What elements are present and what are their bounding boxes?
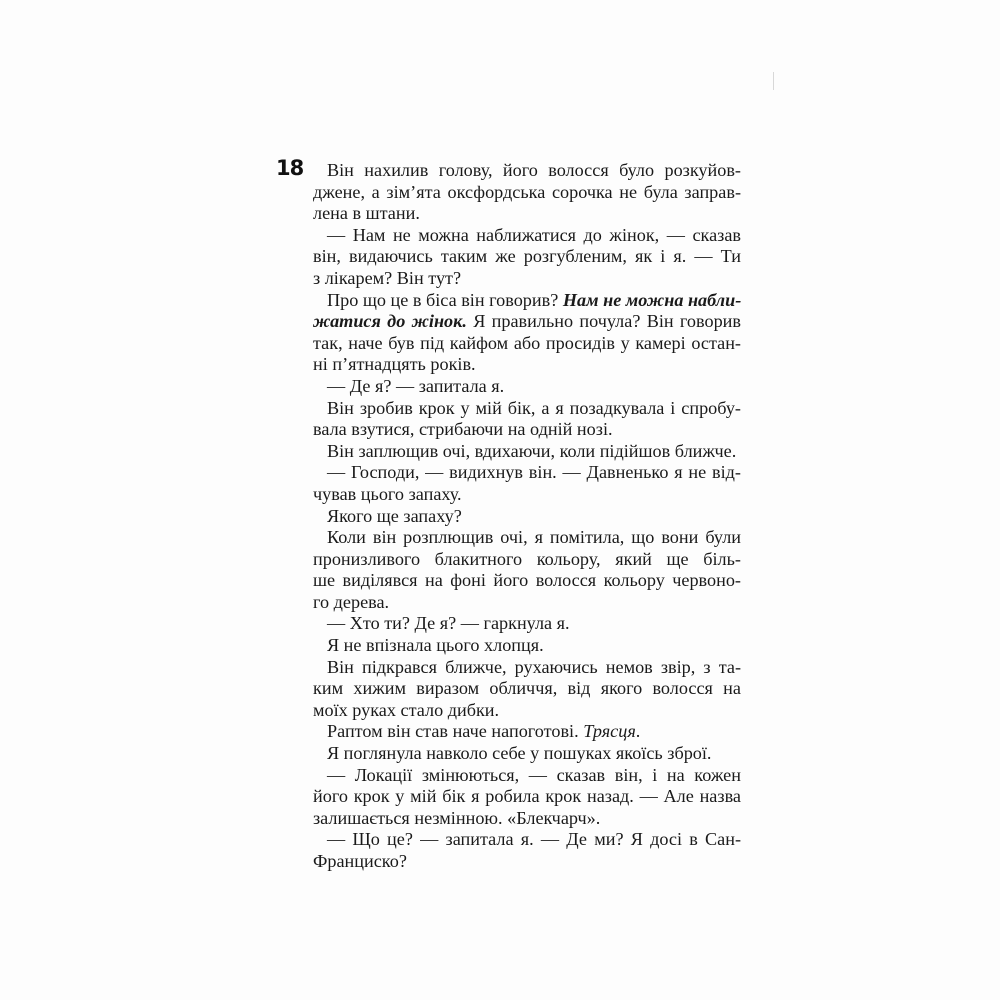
- paragraph: [313, 441, 741, 463]
- text-run: Коли він розплющив очі, я помітила, що вони були: [327, 527, 741, 548]
- text-run: Він підкрався ближче, рухаючись немов звір, з та-: [327, 656, 741, 677]
- text-line: [313, 376, 741, 398]
- paragraph: [313, 657, 741, 722]
- paragraph: [313, 527, 741, 613]
- text-line: [313, 549, 741, 571]
- text-run: — Хто ти? Де я? — гаркнула я.: [327, 613, 570, 634]
- body-text: [313, 160, 741, 873]
- text-run: .: [635, 721, 641, 742]
- text-run: Якого ще запаху?: [327, 505, 462, 526]
- text-line: [313, 225, 741, 247]
- text-line: [313, 311, 741, 333]
- text-line: [313, 613, 741, 635]
- text-line: [313, 678, 741, 700]
- text-run: ким хижим виразом обличчя, від якого волосся на: [313, 678, 741, 699]
- text-line: [313, 592, 741, 614]
- text-run: він, видаючись таким же розгубленим, як і я. — Ти: [313, 246, 741, 267]
- text-run: Я не впізнала цього хлопця.: [327, 635, 544, 656]
- text-line: [313, 203, 741, 225]
- text-line: [313, 829, 741, 851]
- paragraph: [313, 290, 741, 376]
- text-run: з лікарем? Він тут?: [313, 267, 462, 288]
- text-run: — Що це? — запитала я. — Де ми? Я досі в Сан-: [327, 829, 741, 850]
- text-line: [313, 570, 741, 592]
- text-line: [313, 506, 741, 528]
- text-run: лена в штани.: [313, 203, 420, 224]
- text-line: [313, 743, 741, 765]
- paragraph: [313, 829, 741, 872]
- text-run: ні п’ятнадцять років.: [313, 354, 476, 375]
- paragraph: [313, 225, 741, 290]
- text-line: [313, 398, 741, 420]
- text-run: го дерева.: [313, 591, 390, 612]
- text-run: джене, а зім’ята оксфордська сорочка не була заправ-: [313, 181, 741, 202]
- text-run: чував цього запаху.: [313, 483, 462, 504]
- text-line: [313, 527, 741, 549]
- text-line: [313, 808, 741, 830]
- text-line: [313, 700, 741, 722]
- page-number: 18: [276, 156, 304, 180]
- text-run: ше виділявся на фоні його волосся кольору червоно-: [313, 570, 741, 591]
- text-run: залишається незмінною. «Блекчарч».: [313, 807, 601, 828]
- text-run: його крок у мій бік я робила крок назад. — Але назва: [313, 786, 741, 807]
- text-run: — Де я? — запитала я.: [327, 375, 505, 396]
- text-line: [313, 268, 741, 290]
- text-run: жатися до жінок.: [313, 311, 467, 332]
- paragraph: [313, 376, 741, 398]
- text-run: Франциско?: [313, 851, 407, 871]
- text-line: [313, 657, 741, 679]
- paragraph: [313, 743, 741, 765]
- text-line: [313, 786, 741, 808]
- text-run: пронизливого блакитного кольору, який ще біль-: [313, 548, 741, 569]
- margin-mark: [773, 72, 774, 90]
- text-run: Раптом він став наче напоготові.: [327, 721, 584, 742]
- paragraph: [313, 462, 741, 505]
- text-line: [313, 484, 741, 506]
- text-run: — Локації змінюються, — сказав він, і на кожен: [327, 764, 741, 785]
- text-line: [313, 721, 741, 743]
- text-run: Він нахилив голову, його волосся було розкуйов-: [327, 160, 741, 180]
- text-run: — Нам не можна наближатися до жінок, — сказав: [327, 224, 741, 245]
- text-line: [313, 290, 741, 312]
- paragraph: [313, 160, 741, 225]
- text-line: [313, 160, 741, 182]
- paragraph: [313, 635, 741, 657]
- text-run: так, наче був під кайфом або просидів у камері остан-: [313, 332, 741, 353]
- paragraph: [313, 506, 741, 528]
- text-line: [313, 419, 741, 441]
- text-line: [313, 246, 741, 268]
- text-run: Трясця: [583, 721, 636, 742]
- text-line: [313, 851, 741, 873]
- text-run: моїх руках стало дибки.: [313, 699, 500, 720]
- text-run: Він заплющив очі, вдихаючи, коли підійшов ближче.: [327, 440, 737, 461]
- text-run: Я поглянула навколо себе у пошуках якоїсь зброї.: [327, 743, 712, 764]
- text-run: Він зробив крок у мій бік, а я позадкувала і спробу-: [327, 397, 741, 418]
- text-line: [313, 765, 741, 787]
- paragraph: [313, 765, 741, 830]
- text-line: [313, 333, 741, 355]
- text-run: вала взутися, стрибаючи на одній нозі.: [313, 419, 613, 440]
- text-run: Про що це в біса він говорив?: [327, 289, 563, 310]
- text-run: Нам не можна набли-: [562, 289, 741, 310]
- paragraph: [313, 613, 741, 635]
- text-line: [313, 462, 741, 484]
- text-run: — Господи, — видихнув він. — Давненько я не від-: [327, 462, 741, 483]
- paragraph: [313, 721, 741, 743]
- text-line: [313, 354, 741, 376]
- text-line: [313, 635, 741, 657]
- text-line: [313, 441, 741, 463]
- text-run: Я правильно почула? Він говорив: [466, 311, 741, 332]
- text-line: [313, 182, 741, 204]
- paragraph: [313, 398, 741, 441]
